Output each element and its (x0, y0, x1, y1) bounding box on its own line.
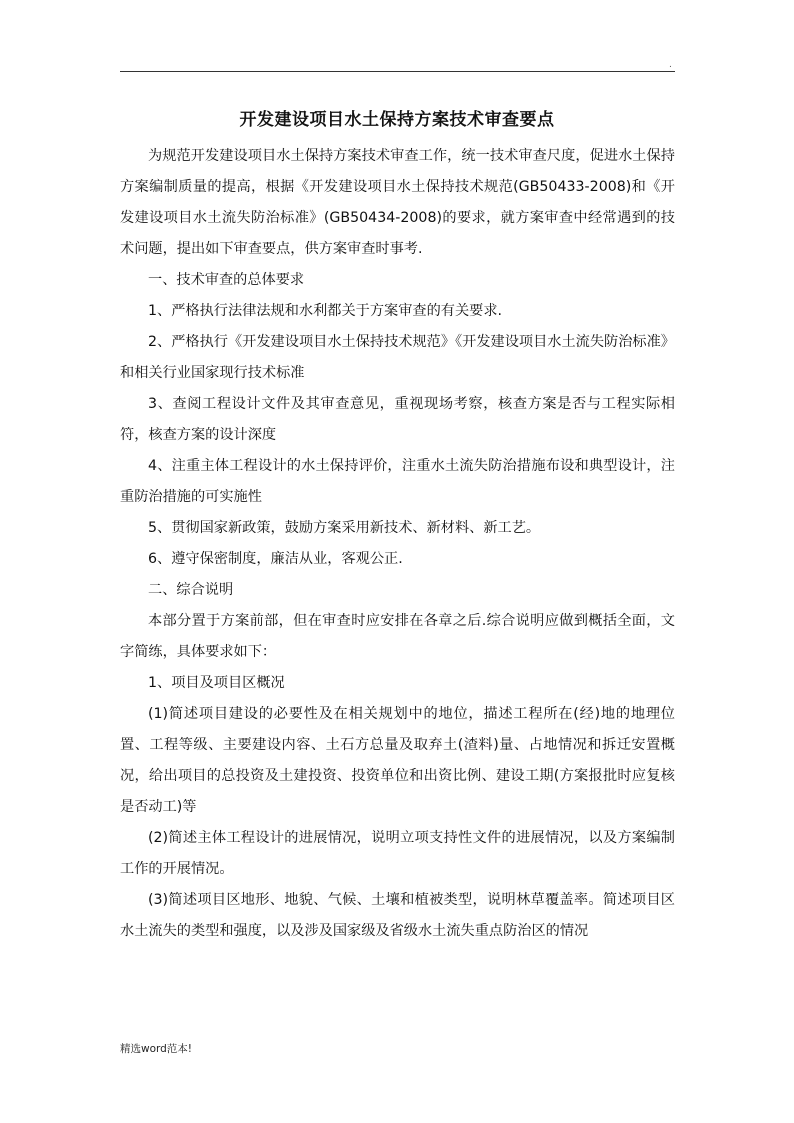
document-body (120, 141, 675, 947)
paragraph: 5、贯彻国家新政策，鼓励方案采用新技术、新材料、新工艺。 (148, 520, 541, 536)
section-heading: 二、综合说明 (148, 582, 234, 598)
paragraph: 2、严格执行《开发建设项目水土保持技术规范》《开发建设项目水土流失防治标准》和相关行业国家现行技术标准 (120, 334, 675, 381)
document-title: 开发建设项目水土保持方案技术审查要点 (239, 110, 555, 130)
paragraph: 3、查阅工程设计文件及其审查意见，重视现场考察，核查方案是否与工程实际相符，核查方案的设计深度 (120, 396, 675, 443)
header-mark: . (669, 60, 672, 70)
paragraph: 本部分置于方案前部，但在审查时应安排在各章之后.综合说明应做到概括全面，文字简练，具体要求如下： (120, 613, 675, 660)
paragraph: (1)简述项目建设的必要性及在相关规划中的地位，描述工程所在(经)地的地理位置、工程等级、主要建设内容、土石方总量及取弃土(渣料)量、占地情况和拆迁安置概况，给出项目的总投资及土建投资、投资单位和出资比例、建设工期(方案报批时应复核是否动工)等 (120, 706, 675, 815)
paragraph: 6、遵守保密制度，廉洁从业，客观公正. (148, 551, 403, 567)
paragraph: 为规范开发建设项目水土保持方案技术审查工作，统一技术审查尺度，促进水土保持方案编制质量的提高，根据《开发建设项目水土保持技术规范(GB50433-2008)和《开发建设项目水土流失防治标准》(GB50434-2008)的要求，就方案审查中经常遇到的技术问题，提出如下审查要点，供方案审查时事考. (120, 148, 675, 257)
paragraph: 1、严格执行法律法规和水利都关于方案审查的有关要求. (148, 303, 503, 319)
footer-text: 精选word范本! (120, 1043, 193, 1055)
paragraph: (2)简述主体工程设计的进展情况，说明立项支持性文件的进展情况，以及方案编制工作的开展情况。 (120, 830, 675, 877)
header-rule (120, 71, 675, 72)
paragraph: (3)简述项目区地形、地貌、气候、土壤和植被类型，说明林草覆盖率。简述项目区水土流失的类型和强度，以及涉及国家级及省级水土流失重点防治区的情况 (120, 892, 675, 939)
subsection-heading: 1、项目及项目区概况 (148, 675, 285, 691)
section-heading: 一、技术审查的总体要求 (148, 272, 305, 288)
paragraph: 4、注重主体工程设计的水土保持评价，注重水土流失防治措施布设和典型设计，注重防治措施的可实施性 (120, 458, 675, 505)
